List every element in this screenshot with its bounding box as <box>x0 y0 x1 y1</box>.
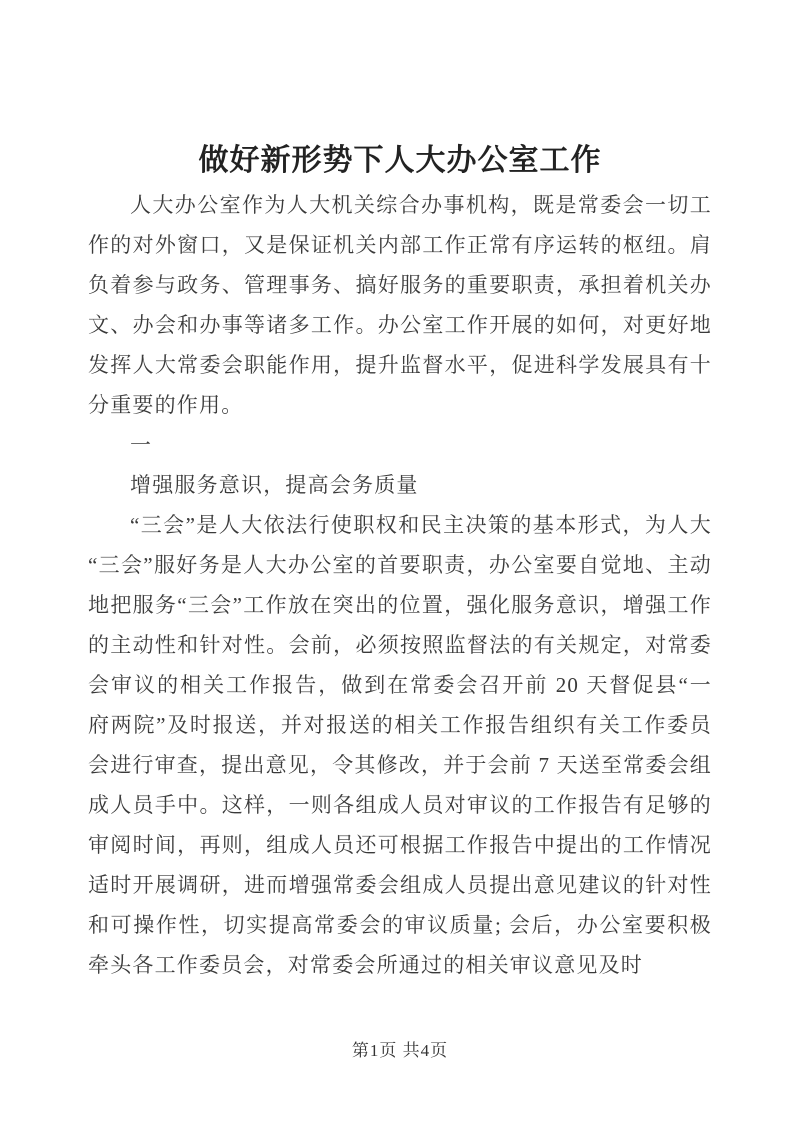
section-heading: 增强服务意识，提高会务质量 <box>130 473 419 497</box>
document-body <box>88 185 712 985</box>
body-paragraph: “三会”是人大依法行使职权和民主决策的基本形式，为人大“三会”服好务是人大办公室的首要职责，办公室要自觉地、主动地把服务“三会”工作放在突出的位置，强化服务意识，增强工作的主动性和针对性。会前，必须按照监督法的有关规定，对常委会审议的相关工作报告，做到在常委会召开前 20 天督促县“一府两院”及时报送，并对报送的相关工作报告组织有关工作委员会进行审查，提出意见，令其修改，并于会前 7 天送至常委会组成人员手中。这样，一则各组成人员对审议的工作报告有足够的审阅时间，再则，组成人员还可根据工作报告中提出的工作情况适时开展调研，进而增强常委会组成人员提出意见建议的针对性和可操作性，切实提高常委会的审议质量; 会后，办公室要积极牵头各工作委员会，对常委会所通过的相关审议意见及时 <box>88 513 712 977</box>
intro-paragraph: 人大办公室作为人大机关综合办事机构，既是常委会一切工作的对外窗口，又是保证机关内部工作正常有序运转的枢纽。肩负着参与政务、管理事务、搞好服务的重要职责，承担着机关办文、办会和办事等诸多工作。办公室工作开展的如何，对更好地发挥人大常委会职能作用，提升监督水平，促进科学发展具有十分重要的作用。 <box>88 193 712 417</box>
document-title: 做好新形势下人大办公室工作 <box>198 144 602 177</box>
page-footer <box>0 1036 800 1061</box>
section-number: 一 <box>130 433 153 457</box>
page-number-label: 第1页 共4页 <box>351 1041 449 1060</box>
